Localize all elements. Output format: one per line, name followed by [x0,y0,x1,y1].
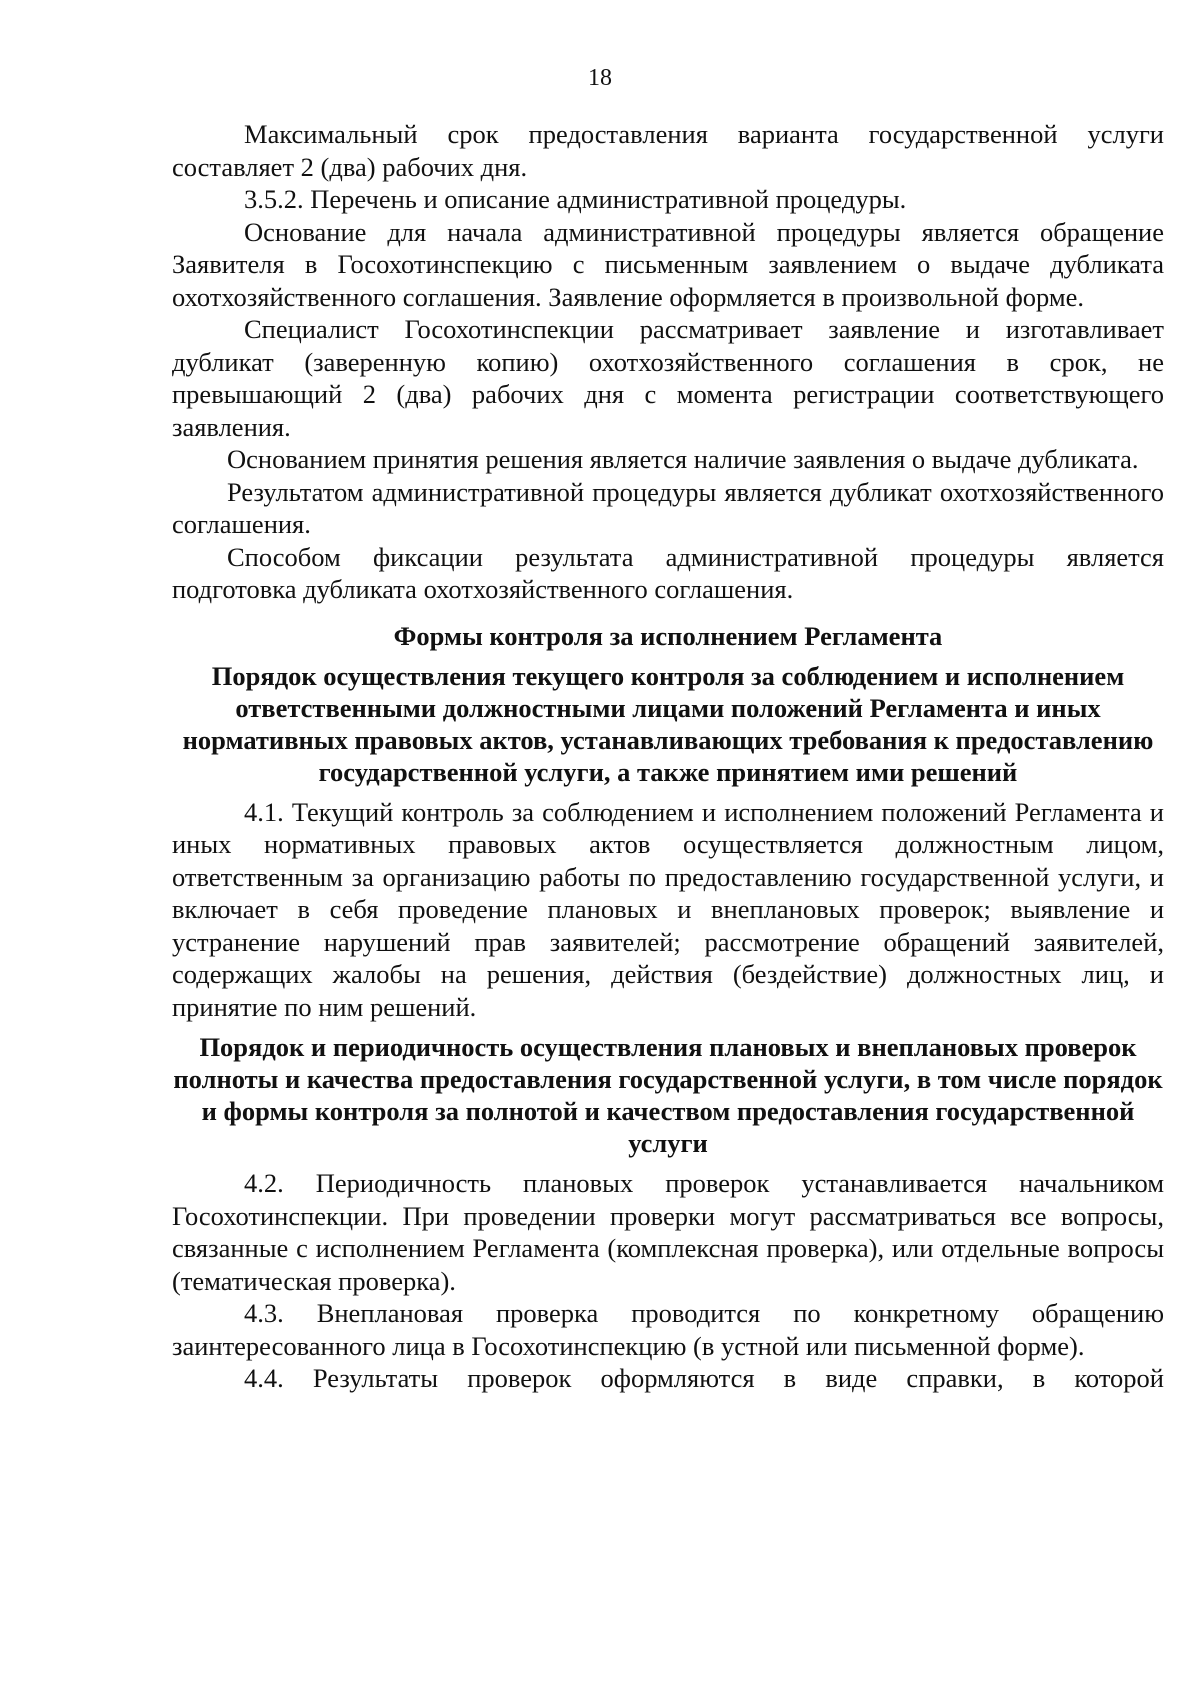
heading-inspections: Порядок и периодичность осуществления плановых и внеплановых проверок полноты и качества предоставления государственной услуги, в том числе порядок и формы контроля за полнотой и качеством предоставления государственной услуги [173,1032,1163,1158]
paragraph-max-term: Максимальный срок предоставления варианта государственной услуги составляет 2 (два) рабочих дня. [172,119,1164,182]
paragraph-result: Результатом административной процедуры является дубликат охотхозяйственного соглашения. [172,476,1164,539]
paragraph-specialist: Специалист Госохотинспекции рассматривает заявление и изготавливает дубликат (заверенную копию) охотхозяйственного соглашения в срок, не превышающий 2 (два) рабочих дня с момента регистрации соответствующего заявления. [172,314,1164,442]
spacer [172,1159,1164,1167]
paragraph-4-3: 4.3. Внеплановая проверка проводится по конкретному обращению заинтересованного лица в Госохотинспекцию (в устной или письменной форме). [172,1298,1164,1361]
paragraph-4-2: 4.2. Периодичность плановых проверок устанавливается начальником Госохотинспекции. При проведении проверки могут рассматриваться все вопросы, связанные с исполнением Регламента (комплексная проверка), или отдельные вопросы (тематическая проверка). [172,1168,1164,1296]
spacer [172,1023,1164,1031]
paragraph-4-4: 4.4. Результаты проверок оформляются в виде справки, в которой [244,1363,1164,1393]
spacer [172,652,1164,660]
paragraph-3-5-2: 3.5.2. Перечень и описание административной процедуры. [244,184,907,214]
document-body [172,118,1164,1395]
heading-control-forms: Формы контроля за исполнением Регламента [393,620,943,651]
paragraph-grounds-start: Основание для начала административной процедуры является обращение Заявителя в Госохотинспекцию с письменным заявлением о выдаче дубликата охотхозяйственного соглашения. Заявление оформляется в произвольной форме. [172,216,1164,312]
heading-current-control: Порядок осуществления текущего контроля за соблюдением и исполнением ответственными должностными лицами положений Регламента и иных нормативных правовых актов, устанавливающих требования к предоставлению государственной услуги, а также принятием ими решений [182,660,1154,787]
spacer [172,788,1164,796]
paragraph-fixation: Способом фиксации результата административной процедуры является подготовка дубликата охотхозяйственного соглашения. [172,541,1164,604]
spacer [172,606,1164,620]
paragraph-decision-basis: Основанием принятия решения является наличие заявления о выдаче дубликата. [227,444,1139,474]
page-number: 18 [588,65,612,91]
paragraph-4-1: 4.1. Текущий контроль за соблюдением и исполнением положений Регламента и иных нормативных правовых актов осуществляется должностным лицом, ответственным за организацию работы по предоставлению государственной услуги, и включает в себя проведение плановых и внеплановых проверок; выявление и устранение нарушений прав заявителей; рассмотрение обращений заявителей, содержащих жалобы на решения, действия (бездействие) должностных лиц, и принятие по ним решений. [172,796,1164,1022]
